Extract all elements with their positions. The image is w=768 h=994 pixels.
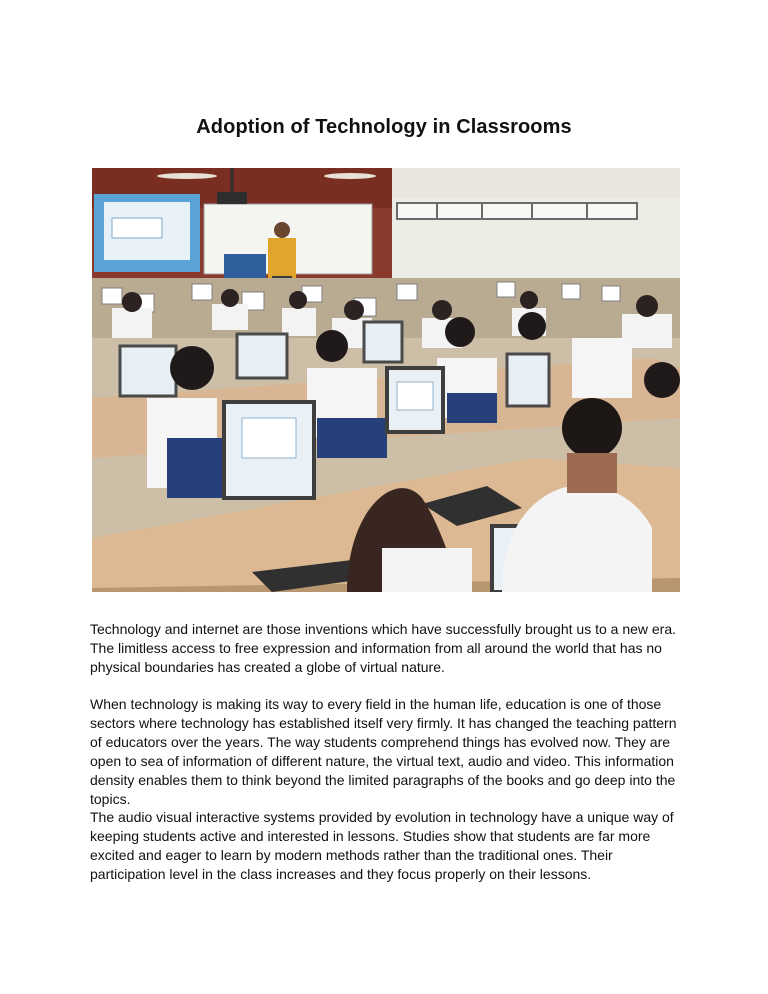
paragraph-intro [90,620,685,677]
paragraph-audio-visual [90,808,685,884]
classroom-illustration [92,168,680,592]
paragraph-text: When technology is making its way to every field in the human life, education is one of those sectors where technology has established itself very firmly. It has changed the teaching pattern of educators over the years. The way students comprehend things has evolved now. They are open to sea of information of different nature, the virtual text, audio and video. This information density enables them to think beyond the limited paragraphs of the books and go deep into the topics. [90,696,677,807]
paragraph-text: Technology and internet are those inventions which have successfully brought us to a new era. The limitless access to free expression and information from all around the world that has no physical boundaries has created a globe of virtual nature. [90,621,677,675]
classroom-photo [92,168,680,592]
paragraph-text: The audio visual interactive systems provided by evolution in technology have a unique way of keeping students active and interested in lessons. Studies show that students are far more excited and eager to learn by modern methods rather than the traditional ones. Their participation level in the class increases and they focus properly on their lessons. [90,809,674,882]
paragraph-education [90,695,685,809]
page-title: Adoption of Technology in Classrooms [196,116,572,138]
